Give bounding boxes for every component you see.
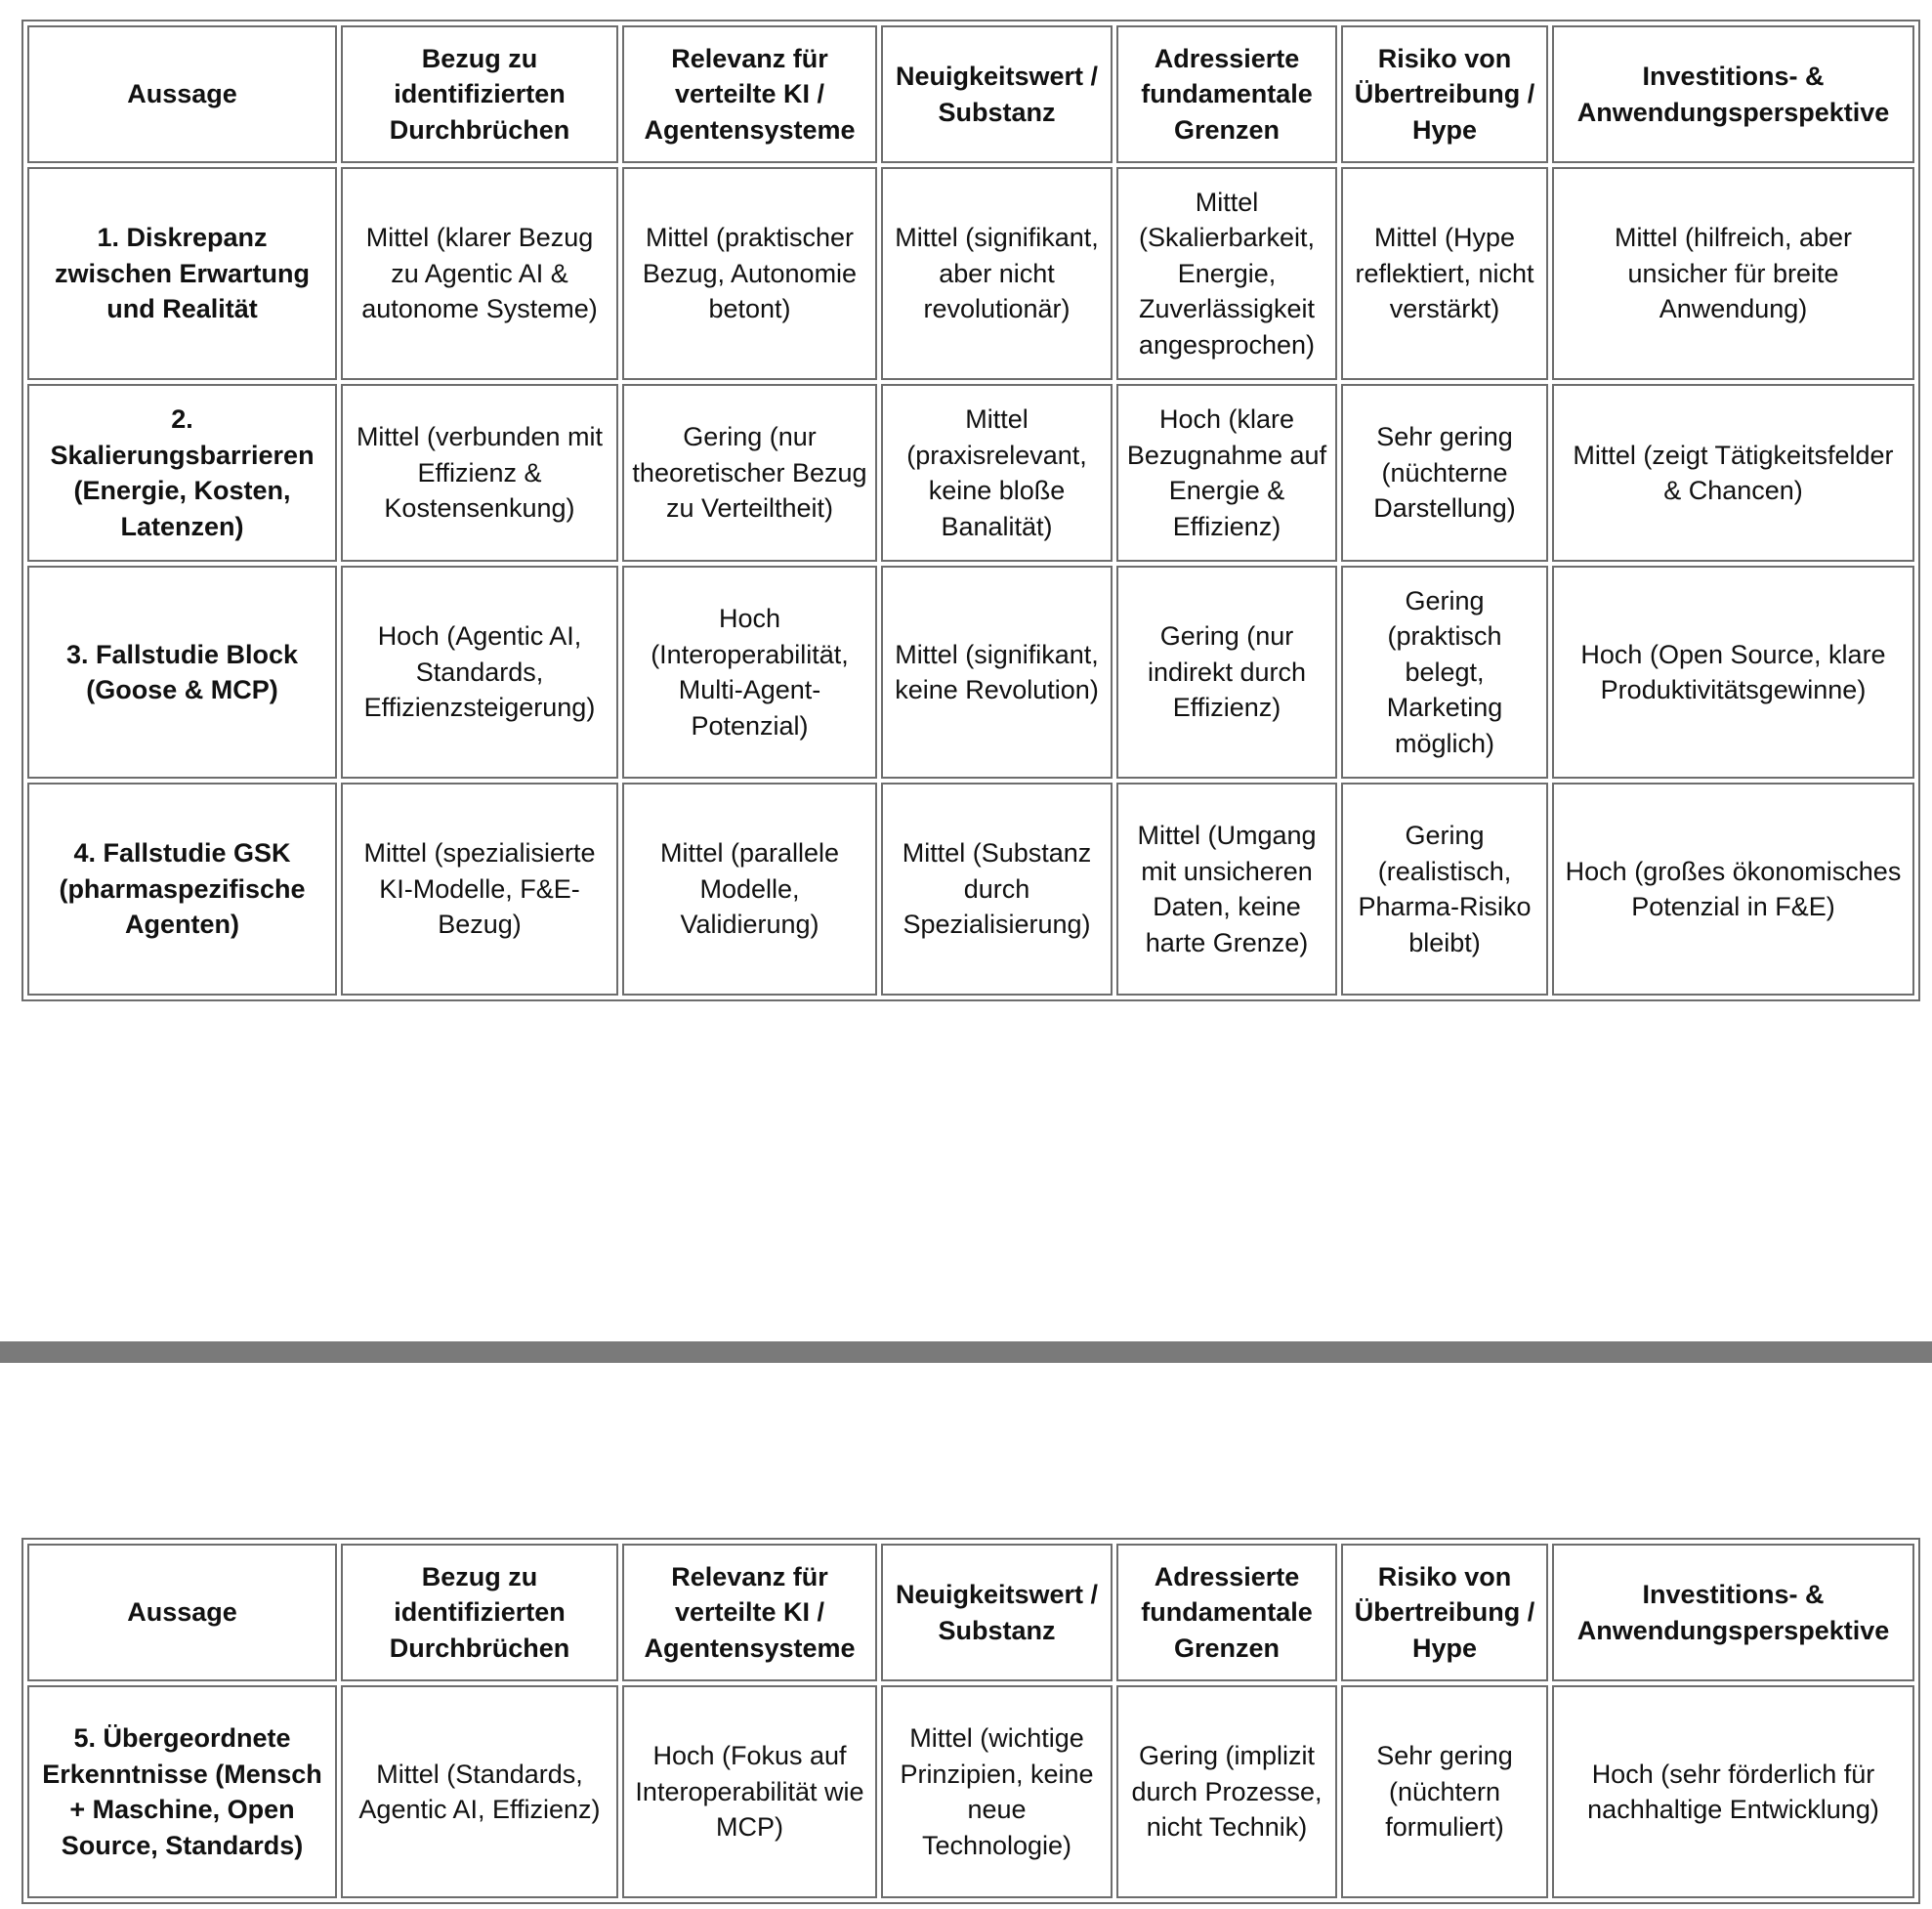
- table-cell: Mittel (Hype reflektiert, nicht verstärkt): [1341, 167, 1548, 380]
- table-cell: Mittel (hilfreich, aber unsicher für breite Anwendung): [1552, 167, 1914, 380]
- table-cell: Hoch (Interoperabilität, Multi-Agent-Potenzial): [622, 566, 877, 779]
- table-cell: Hoch (sehr förderlich für nachhaltige Entwicklung): [1552, 1685, 1914, 1898]
- table-row: [27, 783, 1914, 996]
- table-row: [27, 1685, 1914, 1898]
- table-cell: Mittel (signifikant, keine Revolution): [881, 566, 1113, 779]
- table-cell: Hoch (klare Bezugnahme auf Energie & Effizienz): [1116, 384, 1337, 562]
- table-cell: Mittel (Substanz durch Spezialisierung): [881, 783, 1113, 996]
- table-row: [27, 167, 1914, 380]
- row-label: 1. Diskrepanz zwischen Erwartung und Realität: [27, 167, 337, 380]
- table-cell: Gering (praktisch belegt, Marketing möglich): [1341, 566, 1548, 779]
- header-bezug: Bezug zu identifizierten Durchbrüchen: [341, 1544, 618, 1681]
- header-neuigkeitswert: Neuigkeitswert / Substanz: [881, 25, 1113, 163]
- header-perspektive: Investitions- & Anwendungsperspektive: [1552, 1544, 1914, 1681]
- table-header-row: [27, 1544, 1914, 1681]
- table-cell: Mittel (Skalierbarkeit, Energie, Zuverlässigkeit angesprochen): [1116, 167, 1337, 380]
- header-relevanz: Relevanz für verteilte KI / Agentensysteme: [622, 25, 877, 163]
- table-cell: Mittel (praktischer Bezug, Autonomie betont): [622, 167, 877, 380]
- evaluation-table-part-2: [21, 1538, 1920, 1904]
- table-cell: Mittel (praxisrelevant, keine bloße Banalität): [881, 384, 1113, 562]
- table-cell: Hoch (großes ökonomisches Potenzial in F&E): [1552, 783, 1914, 996]
- header-perspektive: Investitions- & Anwendungsperspektive: [1552, 25, 1914, 163]
- header-bezug: Bezug zu identifizierten Durchbrüchen: [341, 25, 618, 163]
- header-risiko: Risiko von Übertreibung / Hype: [1341, 25, 1548, 163]
- row-label: 2. Skalierungsbarrieren (Energie, Kosten, Latenzen): [27, 384, 337, 562]
- table-cell: Mittel (spezialisierte KI-Modelle, F&E-Bezug): [341, 783, 618, 996]
- table-cell: Sehr gering (nüchterne Darstellung): [1341, 384, 1548, 562]
- row-label: 5. Übergeordnete Erkenntnisse (Mensch + Maschine, Open Source, Standards): [27, 1685, 337, 1898]
- row-label: 3. Fallstudie Block (Goose & MCP): [27, 566, 337, 779]
- page-bottom: [0, 1363, 1932, 1909]
- table-row: [27, 384, 1914, 562]
- header-grenzen: Adressierte fundamentale Grenzen: [1116, 1544, 1337, 1681]
- header-aussage: Aussage: [27, 25, 337, 163]
- evaluation-table-part-1: [21, 20, 1920, 1001]
- table-cell: Sehr gering (nüchtern formuliert): [1341, 1685, 1548, 1898]
- table-row: [27, 566, 1914, 779]
- table-cell: Mittel (zeigt Tätigkeitsfelder & Chancen): [1552, 384, 1914, 562]
- table-header-row: [27, 25, 1914, 163]
- table-cell: Mittel (parallele Modelle, Validierung): [622, 783, 877, 996]
- table-cell: Mittel (klarer Bezug zu Agentic AI & autonome Systeme): [341, 167, 618, 380]
- header-risiko: Risiko von Übertreibung / Hype: [1341, 1544, 1548, 1681]
- table-cell: Mittel (signifikant, aber nicht revolutionär): [881, 167, 1113, 380]
- table-cell: Gering (nur indirekt durch Effizienz): [1116, 566, 1337, 779]
- table-cell: Mittel (Standards, Agentic AI, Effizienz): [341, 1685, 618, 1898]
- header-relevanz: Relevanz für verteilte KI / Agentensysteme: [622, 1544, 877, 1681]
- table-cell: Mittel (wichtige Prinzipien, keine neue Technologie): [881, 1685, 1113, 1898]
- table-cell: Gering (implizit durch Prozesse, nicht Technik): [1116, 1685, 1337, 1898]
- header-aussage: Aussage: [27, 1544, 337, 1681]
- table-cell: Hoch (Open Source, klare Produktivitätsgewinne): [1552, 566, 1914, 779]
- table-cell: Mittel (Umgang mit unsicheren Daten, keine harte Grenze): [1116, 783, 1337, 996]
- table-cell: Hoch (Fokus auf Interoperabilität wie MCP): [622, 1685, 877, 1898]
- table-cell: Gering (realistisch, Pharma-Risiko bleibt): [1341, 783, 1548, 996]
- page-separator: [0, 1341, 1932, 1363]
- table-cell: Gering (nur theoretischer Bezug zu Verteiltheit): [622, 384, 877, 562]
- row-label: 4. Fallstudie GSK (pharmaspezifische Agenten): [27, 783, 337, 996]
- table-cell: Hoch (Agentic AI, Standards, Effizienzsteigerung): [341, 566, 618, 779]
- header-grenzen: Adressierte fundamentale Grenzen: [1116, 25, 1337, 163]
- table-cell: Mittel (verbunden mit Effizienz & Kostensenkung): [341, 384, 618, 562]
- header-neuigkeitswert: Neuigkeitswert / Substanz: [881, 1544, 1113, 1681]
